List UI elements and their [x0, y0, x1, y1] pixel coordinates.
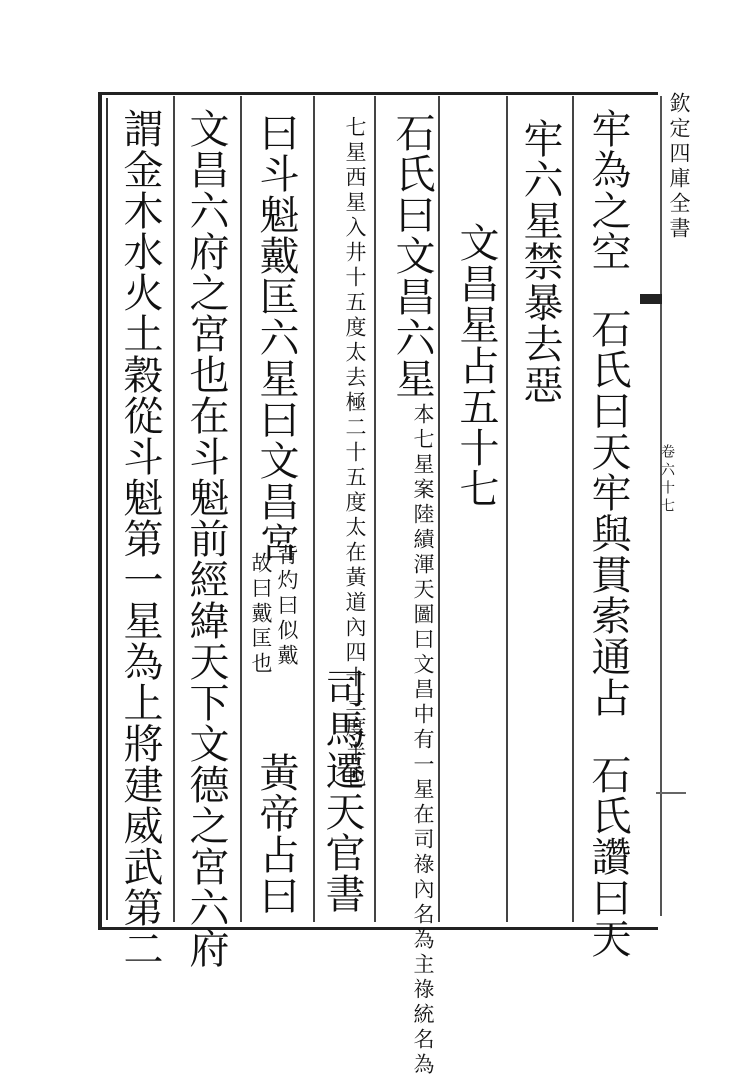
annotation-left: 七星西星入井十五度太去極二十五度太在黃道內四十三度半也 — [343, 116, 367, 791]
fishtail-mark — [640, 294, 662, 304]
text-segment: 石氏讚曰天 — [585, 754, 631, 959]
text-column-5b: 黃帝占曰 — [253, 752, 299, 916]
column-rule — [572, 96, 574, 922]
annotation-right: 一本七星案陸績渾天圖曰文昌中有一星在司祿內名為主祿統名為 — [411, 378, 435, 1078]
annotation-right: 背灼曰似戴 — [275, 544, 299, 669]
column-rule — [506, 96, 508, 922]
section-heading: 文昌星占五十七 — [453, 222, 499, 509]
column-rule — [240, 96, 242, 922]
fold-mark — [656, 792, 686, 794]
volume-number: 卷六十七 — [659, 444, 675, 516]
text-column-5: 曰斗魁戴匡六星曰文昌宮 — [253, 112, 299, 563]
column-rule — [313, 96, 315, 922]
text-column-4: 石氏曰文昌六星 — [389, 112, 435, 399]
annotation-left: 故曰戴匡也 — [249, 552, 273, 677]
text-column-2: 牢六星禁暴去惡 — [517, 118, 563, 405]
column-rule — [173, 96, 175, 922]
inner-border-line — [106, 98, 108, 920]
page-border — [98, 92, 658, 930]
column-rule — [374, 96, 376, 922]
text-column-6: 文昌六府之宮也在斗魁前經緯天下文德之宮六府 — [183, 108, 229, 969]
text-segment: 石氏曰天牢與貫索通占 — [585, 308, 631, 718]
text-segment: 牢為之空 — [585, 108, 631, 272]
book-title: 欽定四庫全書 — [667, 92, 691, 242]
text-column-1 — [585, 108, 631, 959]
text-column-4b: 司馬遷天官書 — [319, 668, 365, 914]
text-column-7: 謂金木水火土穀從斗魁第一星為上將建威武第二 — [117, 108, 163, 969]
column-rule — [438, 96, 440, 922]
